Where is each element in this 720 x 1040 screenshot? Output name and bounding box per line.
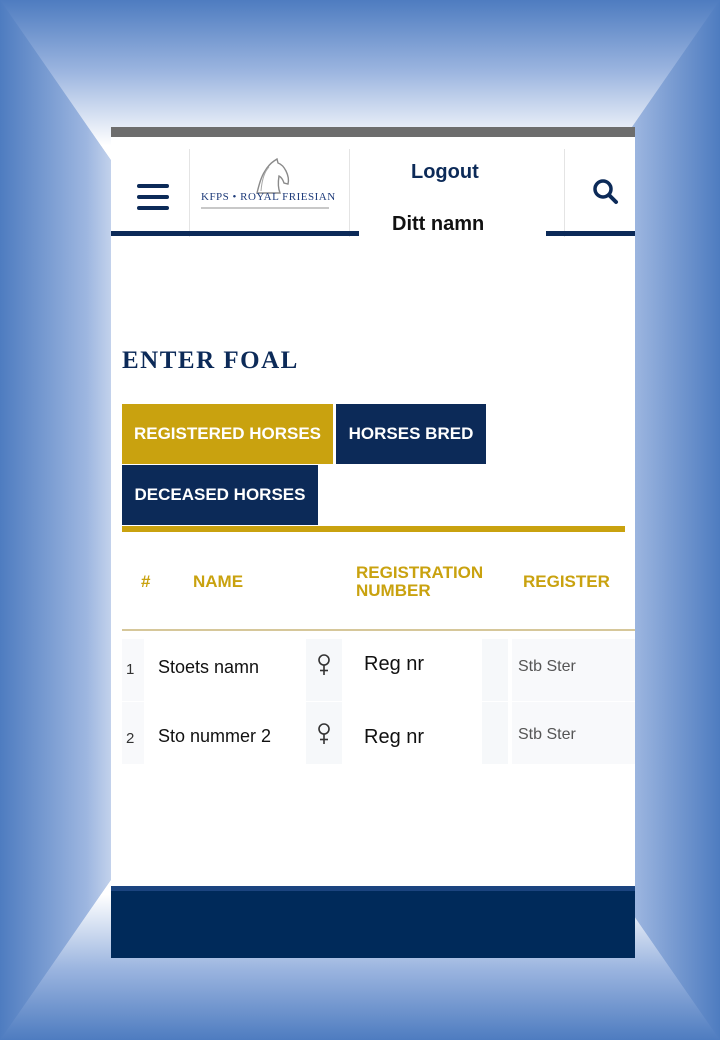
tab-horses-bred[interactable]: HORSES BRED xyxy=(336,404,486,464)
registration-number: Reg nr xyxy=(352,702,480,764)
column-header-registration-number: REGISTRATION NUMBER xyxy=(356,563,484,600)
sex-cell xyxy=(306,639,342,701)
header-divider xyxy=(189,149,190,237)
sex-cell xyxy=(306,702,342,764)
row-number: 2 xyxy=(122,702,144,764)
status-strip xyxy=(111,127,635,137)
tab-deceased-horses[interactable]: DECEASED HORSES xyxy=(122,465,318,525)
horse-name[interactable]: Stoets namn xyxy=(147,639,304,701)
logout-link[interactable]: Logout xyxy=(411,161,479,183)
female-icon xyxy=(316,653,332,677)
header-underline-right xyxy=(546,231,635,236)
column-header-name: NAME xyxy=(193,572,244,591)
female-icon xyxy=(316,722,332,746)
mobile-screen xyxy=(111,127,635,958)
cell-spacer xyxy=(482,702,508,764)
table-header-divider xyxy=(122,629,635,631)
site-footer xyxy=(111,891,635,958)
hamburger-menu-icon[interactable] xyxy=(137,182,169,212)
header-underline-left xyxy=(111,231,359,236)
user-name-label: Ditt namn xyxy=(392,213,485,235)
table-row[interactable] xyxy=(122,639,635,701)
page-title: ENTER FOAL xyxy=(122,347,299,374)
column-header-number: # xyxy=(141,572,151,591)
tabs-underline xyxy=(122,526,625,532)
cell-spacer xyxy=(482,639,508,701)
registration-number: Reg nr xyxy=(352,639,480,701)
logo-wordmark: KFPS • ROYAL FRIESIAN xyxy=(201,191,336,203)
column-header-register: REGISTER xyxy=(523,572,610,591)
search-icon[interactable] xyxy=(591,177,621,207)
header-divider xyxy=(564,149,565,237)
horse-name[interactable]: Sto nummer 2 xyxy=(147,702,304,764)
table-row[interactable] xyxy=(122,702,635,764)
register-value: Stb Ster xyxy=(512,702,635,764)
site-header xyxy=(111,137,635,235)
tab-registered-horses[interactable]: REGISTERED HORSES xyxy=(122,404,333,464)
logo-tagline xyxy=(201,207,329,209)
kfps-logo[interactable] xyxy=(199,157,349,217)
header-divider xyxy=(349,149,350,237)
register-value: Stb Ster xyxy=(512,639,635,701)
row-number: 1 xyxy=(122,639,144,701)
